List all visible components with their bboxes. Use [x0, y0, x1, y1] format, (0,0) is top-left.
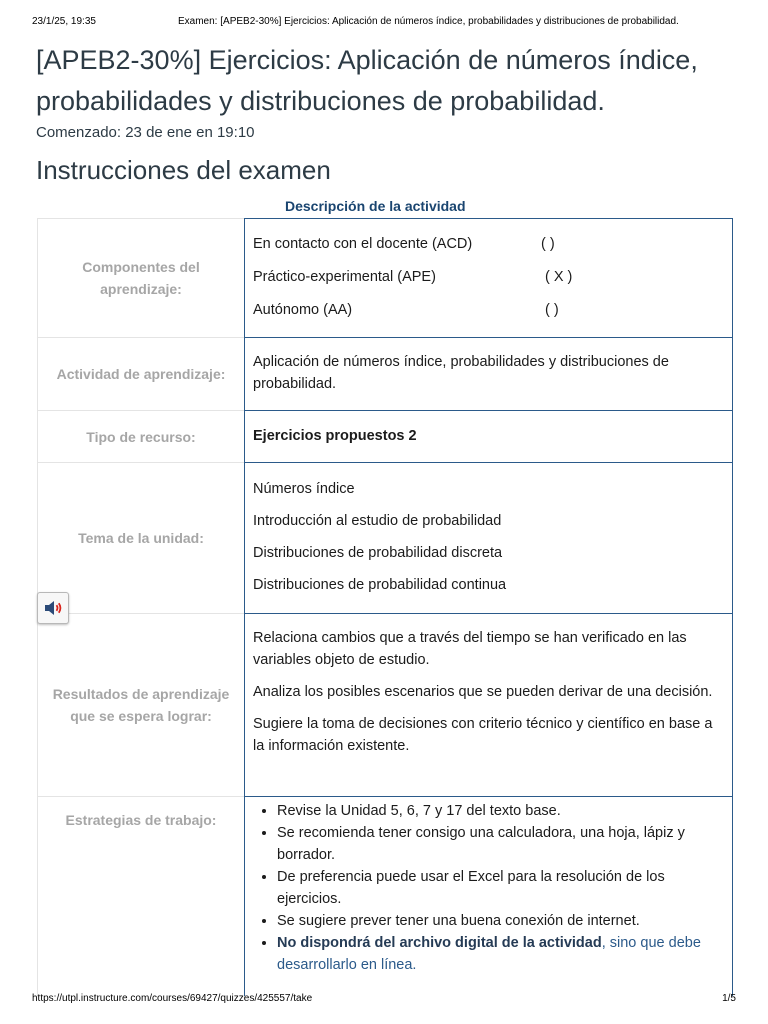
- quiz-started: Comenzado: 23 de ene en 19:10: [36, 124, 255, 141]
- outcomes-value: [244, 613, 733, 796]
- strategies-label: Estrategias de trabajo:: [37, 796, 244, 996]
- components-label: Componentes del aprendizaje:: [37, 218, 244, 337]
- component-acd: [253, 233, 724, 266]
- unit-topic-item: Distribuciones de probabilidad discreta: [253, 545, 503, 561]
- strategy-item: • De preferencia puede usar el Excel para la resolución de los ejercicios.: [277, 866, 724, 910]
- print-datetime: 23/1/25, 19:35: [32, 16, 96, 27]
- component-ape: [253, 266, 724, 299]
- component-aa-mark: ( ): [545, 302, 559, 318]
- component-acd-text: En contacto con el docente (ACD): [253, 236, 473, 252]
- strategies-value: [244, 796, 733, 996]
- outcome-item: Relaciona cambios que a través del tiempo se han verificado en las variables objeto de estudio.: [253, 630, 687, 668]
- component-aa-text: Autónomo (AA): [253, 302, 353, 318]
- strategy-item: • Revise la Unidad 5, 6, 7 y 17 del texto base.: [277, 800, 724, 822]
- activity-value: [244, 337, 733, 410]
- strategy-item: • Se sugiere prever tener una buena conexión de internet.: [277, 910, 724, 932]
- resource-label: Tipo de recurso:: [37, 410, 244, 462]
- quiz-title: [APEB2-30%] Ejercicios: Aplicación de números índice, probabilidades y distribuciones de probabilidad.: [36, 45, 698, 116]
- outcomes-label: Resultados de aprendizaje que se espera lograr:: [37, 613, 244, 796]
- components-value: [244, 218, 733, 337]
- table-row-activity: [37, 337, 733, 410]
- activity-label: Actividad de aprendizaje:: [37, 337, 244, 410]
- activity-text: Aplicación de números índice, probabilidades y distribuciones de probabilidad.: [253, 354, 669, 392]
- print-page-number: 1/5: [722, 993, 736, 1004]
- component-ape-text: Práctico-experimental (APE): [253, 269, 436, 285]
- resource-text: Ejercicios propuestos 2: [253, 428, 417, 444]
- component-acd-mark: ( ): [541, 236, 555, 252]
- speaker-icon-graphic: [43, 599, 63, 617]
- print-url: https://utpl.instructure.com/courses/69427/quizzes/425557/take: [32, 993, 313, 1004]
- unit-topic-item: Números índice: [253, 481, 355, 497]
- resource-value: [244, 410, 733, 462]
- strategy-item-last: [277, 932, 724, 976]
- print-page-title: Examen: [APEB2-30%] Ejercicios: Aplicación de números índice, probabilidades y distribuciones de probabilidad.: [178, 16, 679, 27]
- component-ape-mark: ( X ): [545, 269, 573, 285]
- strategy-warning-rest: , sino que debe desarrollarlo en línea.: [277, 935, 701, 973]
- component-aa: [253, 299, 724, 332]
- unit-topic-label: Tema de la unidad:: [37, 462, 244, 613]
- table-row-unit-topic: [37, 462, 733, 613]
- activity-description-heading: Descripción de la actividad: [285, 198, 466, 214]
- table-row-components: [37, 218, 733, 337]
- table-row-strategies: [37, 796, 733, 996]
- outcome-item: Analiza los posibles escenarios que se pueden derivar de una decisión.: [253, 684, 713, 700]
- unit-topic-item: Introducción al estudio de probabilidad: [253, 513, 502, 529]
- unit-topic-item: Distribuciones de probabilidad continua: [253, 577, 507, 593]
- instructions-heading: Instrucciones del examen: [36, 155, 331, 185]
- table-row-resource: [37, 410, 733, 462]
- strategy-item: • Se recomienda tener consigo una calculadora, una hoja, lápiz y borrador.: [277, 822, 724, 866]
- speaker-icon[interactable]: [37, 592, 69, 624]
- print-footer: [32, 993, 736, 1007]
- unit-topic-value: [244, 462, 733, 613]
- strategies-list: [253, 800, 724, 976]
- outcome-item: Sugiere la toma de decisiones con criterio técnico y científico en base a la información existente.: [253, 716, 713, 754]
- print-header: [32, 16, 736, 30]
- strategy-warning-bold: No dispondrá del archivo digital de la actividad: [277, 935, 602, 951]
- table-row-outcomes: [37, 613, 733, 796]
